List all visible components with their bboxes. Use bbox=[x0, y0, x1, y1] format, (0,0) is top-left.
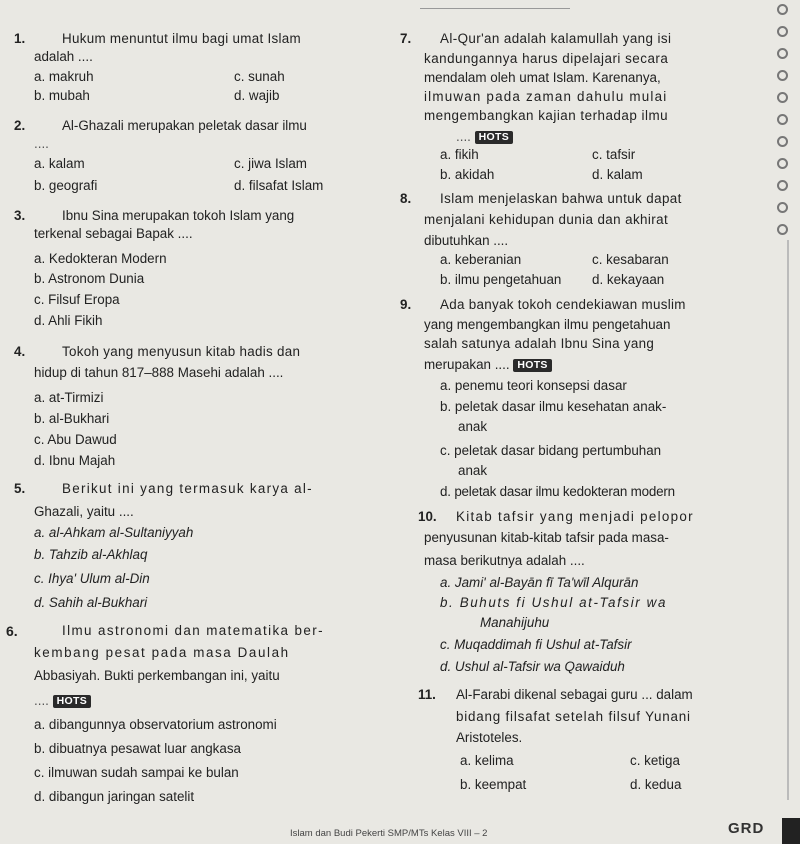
question-number: 5. bbox=[14, 481, 26, 496]
option[interactable]: c. Abu Dawud bbox=[34, 432, 117, 447]
question-text: Al-Farabi dikenal sebagai guru ... dalam bbox=[456, 687, 693, 702]
option[interactable]: c. kesabaran bbox=[592, 252, 669, 267]
option[interactable]: b. akidah bbox=[440, 167, 495, 182]
question-text: merupakan .... bbox=[424, 357, 510, 372]
binding-spiral bbox=[774, 0, 792, 240]
option[interactable]: c. Ihya' Ulum al-Din bbox=[34, 571, 150, 586]
question-text: Ghazali, yaitu .... bbox=[34, 504, 134, 519]
question-number: 1. bbox=[14, 31, 26, 46]
option[interactable]: b. keempat bbox=[460, 777, 527, 792]
option[interactable]: a. dibangunnya observatorium astronomi bbox=[34, 717, 277, 732]
option[interactable]: b. peletak dasar ilmu kesehatan anak- bbox=[440, 399, 667, 414]
question-text: mengembangkan kajian terhadap ilmu bbox=[424, 108, 669, 123]
option[interactable]: c. ketiga bbox=[630, 753, 680, 768]
option[interactable]: b. ilmu pengetahuan bbox=[440, 272, 562, 287]
option-continuation: anak bbox=[458, 463, 488, 478]
question-text: dibutuhkan .... bbox=[424, 233, 509, 248]
option[interactable]: a. Jami' al-Bayān fī Ta'wīl Alqurān bbox=[440, 575, 639, 590]
option[interactable]: d. peletak dasar ilmu kedokteran modern bbox=[440, 484, 675, 499]
question-text: Hukum menuntut ilmu bagi umat Islam bbox=[62, 31, 301, 46]
question-text: Ibnu Sina merupakan tokoh Islam yang bbox=[62, 208, 295, 223]
option[interactable]: c. tafsir bbox=[592, 147, 636, 162]
question-text: .... bbox=[34, 136, 49, 151]
question-text: kembang pesat pada masa Daulah bbox=[34, 645, 290, 660]
question-text: Islam menjelaskan bahwa untuk dapat bbox=[440, 191, 682, 206]
question-text: ilmuwan pada zaman dahulu mulai bbox=[424, 89, 668, 104]
option[interactable]: d. kedua bbox=[630, 777, 682, 792]
option[interactable]: d. wajib bbox=[234, 88, 280, 103]
option[interactable]: c. jiwa Islam bbox=[234, 156, 307, 171]
option[interactable]: a. at-Tirmizi bbox=[34, 390, 104, 405]
question-text: bidang filsafat setelah filsuf Yunani bbox=[456, 709, 691, 724]
question-text: Kitab tafsir yang menjadi pelopor bbox=[456, 509, 694, 524]
footer-tag: GRD bbox=[728, 820, 765, 837]
question-number: 7. bbox=[400, 31, 412, 46]
question-number: 11. bbox=[418, 687, 436, 702]
question-text: Berikut ini yang termasuk karya al- bbox=[62, 481, 313, 496]
question-text: yang mengembangkan ilmu pengetahuan bbox=[424, 317, 671, 332]
question-number: 6. bbox=[6, 623, 18, 639]
option[interactable]: b. Astronom Dunia bbox=[34, 271, 145, 286]
option-continuation: anak bbox=[458, 419, 488, 434]
question-text: terkenal sebagai Bapak .... bbox=[34, 226, 193, 241]
option[interactable]: d. Sahih al-Bukhari bbox=[34, 595, 148, 610]
option[interactable]: d. kekayaan bbox=[592, 272, 665, 287]
option[interactable]: b. al-Bukhari bbox=[34, 411, 110, 426]
question-text: penyusunan kitab-kitab tafsir pada masa- bbox=[424, 530, 669, 545]
option[interactable]: b. Buhuts fi Ushul at-Tafsir wa bbox=[440, 595, 667, 610]
corner-mark bbox=[782, 818, 800, 844]
hots-badge: HOTS bbox=[53, 695, 91, 708]
option[interactable]: a. fikih bbox=[440, 147, 479, 162]
question-number: 8. bbox=[400, 191, 412, 206]
question-text: .... bbox=[456, 129, 471, 144]
footer-text: Islam dan Budi Pekerti SMP/MTs Kelas VIII – 2 bbox=[290, 828, 488, 839]
question-text: Ada banyak tokoh cendekiawan muslim bbox=[440, 297, 686, 312]
option[interactable]: d. Ahli Fikih bbox=[34, 313, 103, 328]
question-text: Al-Ghazali merupakan peletak dasar ilmu bbox=[62, 118, 307, 133]
option[interactable]: a. makruh bbox=[34, 69, 94, 84]
question-number: 3. bbox=[14, 208, 26, 223]
option[interactable]: b. dibuatnya pesawat luar angkasa bbox=[34, 741, 241, 756]
question-text: Aristoteles. bbox=[456, 730, 523, 745]
page-edge bbox=[787, 240, 789, 800]
option[interactable]: c. peletak dasar bidang pertumbuhan bbox=[440, 443, 662, 458]
question-number: 10. bbox=[418, 509, 437, 524]
question-text: menjalani kehidupan dunia dan akhirat bbox=[424, 212, 669, 227]
question-text: mendalam oleh umat Islam. Karenanya, bbox=[424, 70, 661, 85]
question-number: 9. bbox=[400, 297, 412, 312]
question-text: adalah .... bbox=[34, 49, 93, 64]
question-text: salah satunya adalah Ibnu Sina yang bbox=[424, 336, 655, 351]
option[interactable]: c. sunah bbox=[234, 69, 285, 84]
question-number: 2. bbox=[14, 118, 26, 133]
option[interactable]: a. al-Ahkam al-Sultaniyyah bbox=[34, 525, 194, 540]
header-rule bbox=[420, 0, 570, 9]
option[interactable]: d. Ibnu Majah bbox=[34, 453, 116, 468]
option[interactable]: d. filsafat Islam bbox=[234, 178, 324, 193]
option[interactable]: a. penemu teori konsepsi dasar bbox=[440, 378, 627, 393]
option[interactable]: a. kalam bbox=[34, 156, 85, 171]
question-text: Al-Qur'an adalah kalamullah yang isi bbox=[440, 31, 672, 46]
hots-badge: HOTS bbox=[475, 131, 513, 144]
option[interactable]: a. kelima bbox=[460, 753, 514, 768]
question-text: Tokoh yang menyusun kitab hadis dan bbox=[62, 344, 301, 359]
question-text: Ilmu astronomi dan matematika ber- bbox=[62, 623, 324, 638]
option[interactable]: a. Kedokteran Modern bbox=[34, 251, 167, 266]
question-text: hidup di tahun 817–888 Masehi adalah .... bbox=[34, 365, 284, 380]
option[interactable]: b. geografi bbox=[34, 178, 98, 193]
option[interactable]: c. Filsuf Eropa bbox=[34, 292, 120, 307]
option[interactable]: c. Muqaddimah fi Ushul at-Tafsir bbox=[440, 637, 632, 652]
option-continuation: Manahijuhu bbox=[480, 615, 550, 630]
option[interactable]: c. ilmuwan sudah sampai ke bulan bbox=[34, 765, 239, 780]
option[interactable]: d. kalam bbox=[592, 167, 643, 182]
question-text: Abbasiyah. Bukti perkembangan ini, yaitu bbox=[34, 668, 280, 683]
question-text: kandungannya harus dipelajari secara bbox=[424, 51, 669, 66]
question-number: 4. bbox=[14, 344, 26, 359]
question-text: masa berikutnya adalah .... bbox=[424, 553, 585, 568]
hots-badge: HOTS bbox=[513, 359, 551, 372]
option[interactable]: b. Tahzib al-Akhlaq bbox=[34, 547, 148, 562]
option[interactable]: d. dibangun jaringan satelit bbox=[34, 789, 195, 804]
question-text: .... bbox=[34, 693, 49, 708]
option[interactable]: d. Ushul al-Tafsir wa Qawaiduh bbox=[440, 659, 625, 674]
option[interactable]: b. mubah bbox=[34, 88, 90, 103]
option[interactable]: a. keberanian bbox=[440, 252, 522, 267]
